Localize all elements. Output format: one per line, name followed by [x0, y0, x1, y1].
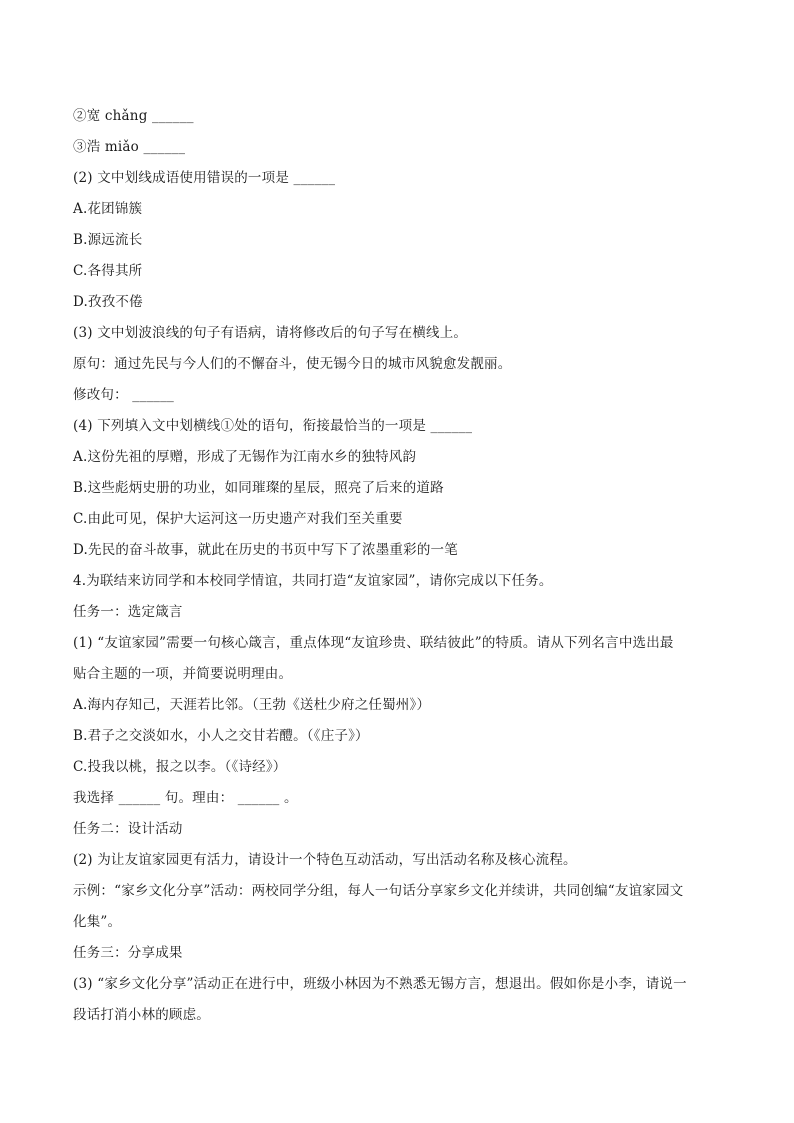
- option-4c: C.由此可见，保护大运河这一历史遗产对我们至关重要: [73, 511, 403, 527]
- question-3: (3) 文中划波浪线的句子有语病，请将修改后的句子写在横线上。: [73, 325, 468, 341]
- task-2-heading: 任务二：设计活动: [73, 821, 183, 837]
- option-4d: D.先民的奋斗故事，就此在历史的书页中写下了浓墨重彩的一笔: [73, 542, 458, 558]
- question-4: (4) 下列填入文中划横线①处的语句，衔接最恰当的一项是 ______: [73, 418, 473, 434]
- motto-option-a: A.海内存知己，天涯若比邻。（王勃《送杜少府之任蜀州》）: [73, 697, 431, 713]
- task-1-question-line-1: (1) “友谊家园”需要一句核心箴言，重点体现“友谊珍贵、联结彼此”的特质。请从下列名言中选出最: [73, 635, 674, 651]
- option-2b: B.源远流长: [73, 232, 143, 248]
- task-3-question-line-2: 段话打消小林的顾虑。: [73, 1007, 210, 1023]
- option-2a: A.花团锦簇: [73, 201, 143, 217]
- task-3-heading: 任务三：分享成果: [73, 945, 183, 961]
- choice-reason-line: 我选择 ______ 句。理由： ______ 。: [73, 790, 298, 806]
- option-4a: A.这份先祖的厚赠，形成了无锡作为江南水乡的独特风韵: [73, 449, 417, 465]
- task-3-question-line-1: (3) “家乡文化分享”活动正在进行中，班级小林因为不熟悉无锡方言，想退出。假如你是小李，请说一: [73, 976, 687, 992]
- task-2-question: (2) 为让友谊家园更有活力，请设计一个特色互动活动，写出活动名称及核心流程。: [73, 852, 577, 868]
- task-1-heading: 任务一：选定箴言: [73, 604, 183, 620]
- option-2c: C.各得其所: [73, 263, 143, 279]
- document-body: [73, 101, 723, 1031]
- example-line-1: 示例：“家乡文化分享”活动：两校同学分组，每人一句话分享家乡文化并续讲，共同创编“友谊家园文: [73, 883, 684, 899]
- original-sentence: 原句：通过先民与今人们的不懈奋斗，使无锡今日的城市风貌愈发靓丽。: [73, 356, 512, 372]
- option-4b: B.这些彪炳史册的功业，如同璀璨的星辰，照亮了后来的道路: [73, 480, 444, 496]
- example-line-2: 化集”。: [73, 914, 122, 930]
- question-2: (2) 文中划线成语使用错误的一项是 ______: [73, 170, 336, 186]
- section-4-intro: 4.为联结来访同学和本校同学情谊，共同打造“友谊家园”，请你完成以下任务。: [73, 573, 553, 589]
- option-2d: D.孜孜不倦: [73, 294, 143, 310]
- motto-option-b: B.君子之交淡如水，小人之交甘若醴。（《庄子》）: [73, 728, 369, 744]
- answer-line-kuan-chang: ②宽 chǎng ______: [73, 108, 194, 124]
- answer-line-hao-miao: ③浩 miǎo ______: [73, 139, 186, 155]
- motto-option-c: C.投我以桃，报之以李。（《诗经》）: [73, 759, 287, 775]
- revised-sentence: 修改句： ______: [73, 387, 174, 403]
- task-1-question-line-2: 贴合主题的一项，并简要说明理由。: [73, 666, 293, 682]
